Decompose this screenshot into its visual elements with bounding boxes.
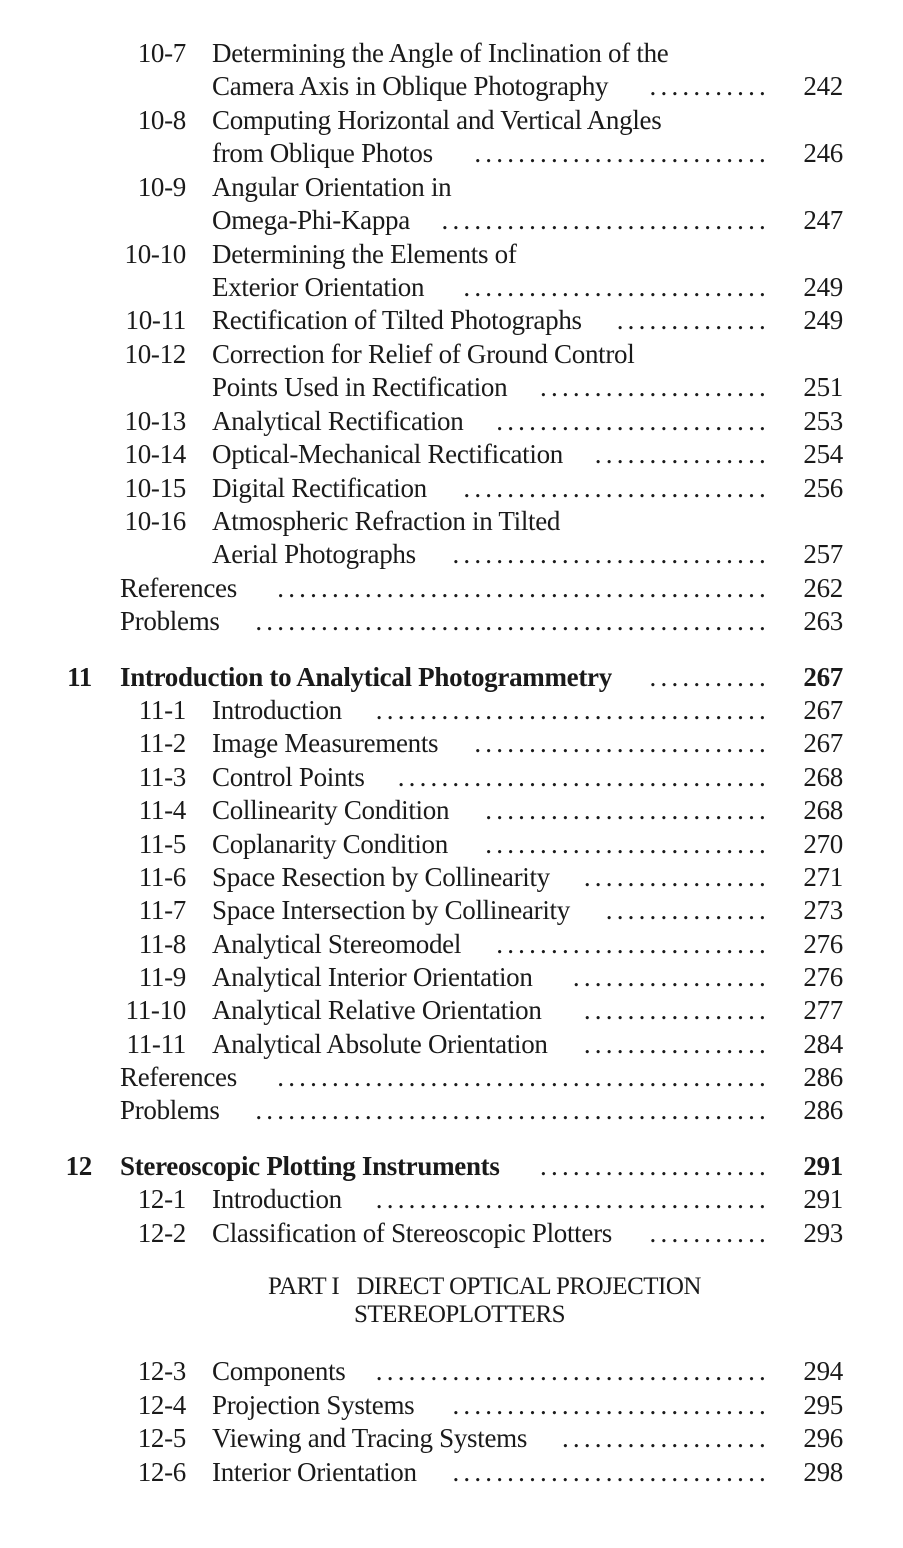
dot-leader: .................................. xyxy=(397,762,770,792)
toc-line xyxy=(0,1182,903,1216)
page-number: 254 xyxy=(803,439,843,469)
page-number: 262 xyxy=(803,573,843,603)
section-title: Determining the Elements of xyxy=(212,239,517,269)
toc-line xyxy=(0,960,903,994)
page-number: 276 xyxy=(803,929,843,959)
section-title: Coplanarity Condition xyxy=(212,829,448,859)
dot-leader: ........................... xyxy=(474,138,770,169)
page-number: 251 xyxy=(803,372,843,403)
section-number: 11-2 xyxy=(138,728,186,758)
dot-leader: ............................................... xyxy=(255,1095,770,1125)
toc-line xyxy=(0,504,903,538)
dot-leader: .......................... xyxy=(485,795,770,825)
section-title: Camera Axis in Oblique Photography xyxy=(212,71,609,102)
dot-leader: .............. xyxy=(616,305,770,335)
toc-line xyxy=(0,793,903,827)
toc-line xyxy=(0,993,903,1027)
section-title: Problems xyxy=(120,606,220,636)
page-number: 284 xyxy=(803,1029,843,1059)
toc-line xyxy=(0,1149,903,1183)
dot-leader: ................. xyxy=(583,1029,770,1059)
section-title: Collinearity Condition xyxy=(212,795,450,825)
toc-line xyxy=(0,237,903,271)
section-number: 12-6 xyxy=(137,1457,186,1487)
toc-line xyxy=(0,1388,903,1422)
section-title: Problems xyxy=(120,1095,220,1125)
section-title: Control Points xyxy=(212,762,365,792)
dot-leader: ................... xyxy=(561,1423,770,1453)
section-number: 12-3 xyxy=(137,1356,186,1386)
toc-line xyxy=(0,604,903,638)
toc-line xyxy=(0,827,903,861)
section-title: Omega-Phi-Kappa xyxy=(212,205,410,236)
section-number: 11-1 xyxy=(138,695,186,725)
page-number: 291 xyxy=(803,1151,843,1181)
dot-leader: ............... xyxy=(605,895,770,925)
section-number: 11-7 xyxy=(138,895,186,925)
section-title: Atmospheric Refraction in Tilted xyxy=(212,506,561,536)
section-title: Analytical Absolute Orientation xyxy=(212,1029,548,1059)
toc-line xyxy=(0,270,903,304)
dot-leader: ........................... xyxy=(474,728,770,758)
section-title: Space Resection by Collinearity xyxy=(212,862,550,892)
toc-line xyxy=(0,1455,903,1489)
chapter-number: 11 xyxy=(67,662,92,692)
page-number: 286 xyxy=(803,1062,843,1092)
section-number: 10-9 xyxy=(137,172,186,202)
section-title: Determining the Angle of Inclination of the xyxy=(212,38,669,68)
section-title: Rectification of Tilted Photographs xyxy=(212,305,582,335)
dot-leader: ......................... xyxy=(496,406,770,436)
section-number: 10-10 xyxy=(124,239,186,269)
section-title: from Oblique Photos xyxy=(212,138,433,169)
page-number: 270 xyxy=(803,829,843,859)
section-number: 11-5 xyxy=(138,829,186,859)
section-title: Correction for Relief of Ground Control xyxy=(212,339,635,369)
toc-line xyxy=(0,893,903,927)
dot-leader: .......................... xyxy=(485,829,770,859)
dot-leader: ............................ xyxy=(463,272,770,303)
section-title: Angular Orientation in xyxy=(212,172,452,202)
toc-line xyxy=(0,693,903,727)
toc-line xyxy=(0,303,903,337)
page-number: 249 xyxy=(803,272,843,303)
page-number: 249 xyxy=(803,305,843,335)
page-number: 277 xyxy=(803,995,843,1025)
dot-leader: ........... xyxy=(649,71,770,102)
section-title: Classification of Stereoscopic Plotters xyxy=(212,1218,612,1248)
section-number: 10-12 xyxy=(124,339,186,369)
section-title: Optical-Mechanical Rectification xyxy=(212,439,563,469)
part-heading-line: PART I DIRECT OPTICAL PROJECTION xyxy=(268,1273,701,1300)
toc-line xyxy=(0,760,903,794)
chapter-number: 12 xyxy=(65,1151,92,1181)
section-title: Introduction xyxy=(212,1184,342,1214)
page-number: 246 xyxy=(803,138,843,169)
page-number: 242 xyxy=(803,71,843,102)
section-title: Analytical Rectification xyxy=(212,406,464,436)
dot-leader: .............................. xyxy=(441,205,770,236)
section-title: Interior Orientation xyxy=(212,1457,417,1487)
toc-line xyxy=(0,1060,903,1094)
dot-leader: ........... xyxy=(649,1218,770,1248)
toc-line xyxy=(0,1093,903,1127)
toc-line xyxy=(0,136,903,170)
section-title: Analytical Stereomodel xyxy=(212,929,462,959)
dot-leader: ......................... xyxy=(496,929,770,959)
section-number: 12-2 xyxy=(137,1218,186,1248)
section-number: 12-5 xyxy=(137,1423,186,1453)
page-number: 286 xyxy=(803,1095,843,1125)
chapter-title: Introduction to Analytical Photogrammetry xyxy=(120,662,612,692)
page-number: 267 xyxy=(803,662,843,692)
dot-leader: ..................... xyxy=(540,372,770,403)
toc-line xyxy=(0,103,903,137)
page-number: 267 xyxy=(803,728,843,758)
toc-line xyxy=(0,471,903,505)
dot-leader: .................................... xyxy=(375,1356,770,1386)
section-title: Analytical Interior Orientation xyxy=(212,962,533,992)
section-number: 10-11 xyxy=(125,305,186,335)
section-title: References xyxy=(120,573,237,603)
section-number: 11-3 xyxy=(138,762,186,792)
page-number: 293 xyxy=(803,1218,843,1248)
section-title: Projection Systems xyxy=(212,1390,415,1420)
section-number: 11-6 xyxy=(138,862,186,892)
dot-leader: ............................ xyxy=(463,473,770,503)
dot-leader: ................. xyxy=(583,862,770,892)
section-number: 10-7 xyxy=(137,38,186,68)
section-number: 11-11 xyxy=(126,1029,186,1059)
page-number: 268 xyxy=(803,795,843,825)
section-title: Aerial Photographs xyxy=(212,539,416,570)
part-heading-line: STEREOPLOTTERS xyxy=(353,1301,566,1328)
page-number: 298 xyxy=(803,1457,843,1487)
dot-leader: .................. xyxy=(572,962,770,992)
part-heading xyxy=(0,1273,903,1329)
dot-leader: .................................... xyxy=(375,695,770,725)
dot-leader: ............................. xyxy=(452,539,770,570)
toc-line xyxy=(0,1027,903,1061)
toc-line xyxy=(0,1354,903,1388)
section-number: 12-4 xyxy=(137,1390,186,1420)
section-number: 12-1 xyxy=(137,1184,186,1214)
page-number: 268 xyxy=(803,762,843,792)
section-title: Exterior Orientation xyxy=(212,272,425,303)
toc-line xyxy=(0,404,903,438)
page-number: 294 xyxy=(803,1356,843,1386)
toc-line xyxy=(0,1216,903,1250)
page-number: 267 xyxy=(803,695,843,725)
dot-leader: ..................... xyxy=(540,1151,770,1181)
section-title: Image Measurements xyxy=(212,728,439,758)
toc-line xyxy=(0,337,903,371)
section-number: 10-15 xyxy=(124,473,186,503)
section-number: 11-10 xyxy=(125,995,186,1025)
section-title: Introduction xyxy=(212,695,342,725)
section-number: 10-14 xyxy=(124,439,186,469)
dot-leader: ........... xyxy=(649,662,770,692)
section-title: Points Used in Rectification xyxy=(212,372,508,403)
toc-line xyxy=(0,170,903,204)
toc-line xyxy=(0,36,903,70)
dot-leader: ................ xyxy=(594,439,770,469)
section-number: 11-8 xyxy=(138,929,186,959)
chapter-title: Stereoscopic Plotting Instruments xyxy=(120,1151,500,1181)
toc-line xyxy=(0,726,903,760)
section-title: References xyxy=(120,1062,237,1092)
dot-leader: ............................................. xyxy=(277,573,770,603)
page-number: 247 xyxy=(803,205,843,236)
dot-leader: ............................................... xyxy=(255,606,770,636)
toc-line xyxy=(0,370,903,404)
toc-line xyxy=(0,69,903,103)
dot-leader: .................................... xyxy=(375,1184,770,1214)
page-number: 291 xyxy=(803,1184,843,1214)
section-title: Viewing and Tracing Systems xyxy=(212,1423,528,1453)
section-title: Components xyxy=(212,1356,346,1386)
toc-line xyxy=(0,1421,903,1455)
section-title: Computing Horizontal and Vertical Angles xyxy=(212,105,662,135)
dot-leader: ............................. xyxy=(452,1390,770,1420)
toc-line xyxy=(0,660,903,694)
page-number: 256 xyxy=(803,473,843,503)
dot-leader: ............................................. xyxy=(277,1062,770,1092)
toc-line xyxy=(0,537,903,571)
page-number: 273 xyxy=(803,895,843,925)
page-number: 276 xyxy=(803,962,843,992)
toc-line xyxy=(0,203,903,237)
dot-leader: ................. xyxy=(583,995,770,1025)
page-number: 253 xyxy=(803,406,843,436)
section-number: 10-8 xyxy=(137,105,186,135)
page-number: 295 xyxy=(803,1390,843,1420)
page-number: 257 xyxy=(803,539,843,570)
dot-leader: ............................. xyxy=(452,1457,770,1487)
section-number: 10-16 xyxy=(124,506,186,536)
page-number: 271 xyxy=(803,862,843,892)
section-number: 11-9 xyxy=(138,962,186,992)
section-title: Analytical Relative Orientation xyxy=(212,995,542,1025)
toc-line xyxy=(0,437,903,471)
toc-line xyxy=(0,860,903,894)
toc-line xyxy=(0,571,903,605)
toc-line xyxy=(0,927,903,961)
section-number: 11-4 xyxy=(138,795,186,825)
section-title: Space Intersection by Collinearity xyxy=(212,895,570,925)
page-number: 263 xyxy=(803,606,843,636)
section-number: 10-13 xyxy=(124,406,186,436)
page-number: 296 xyxy=(803,1423,843,1453)
section-title: Digital Rectification xyxy=(212,473,427,503)
